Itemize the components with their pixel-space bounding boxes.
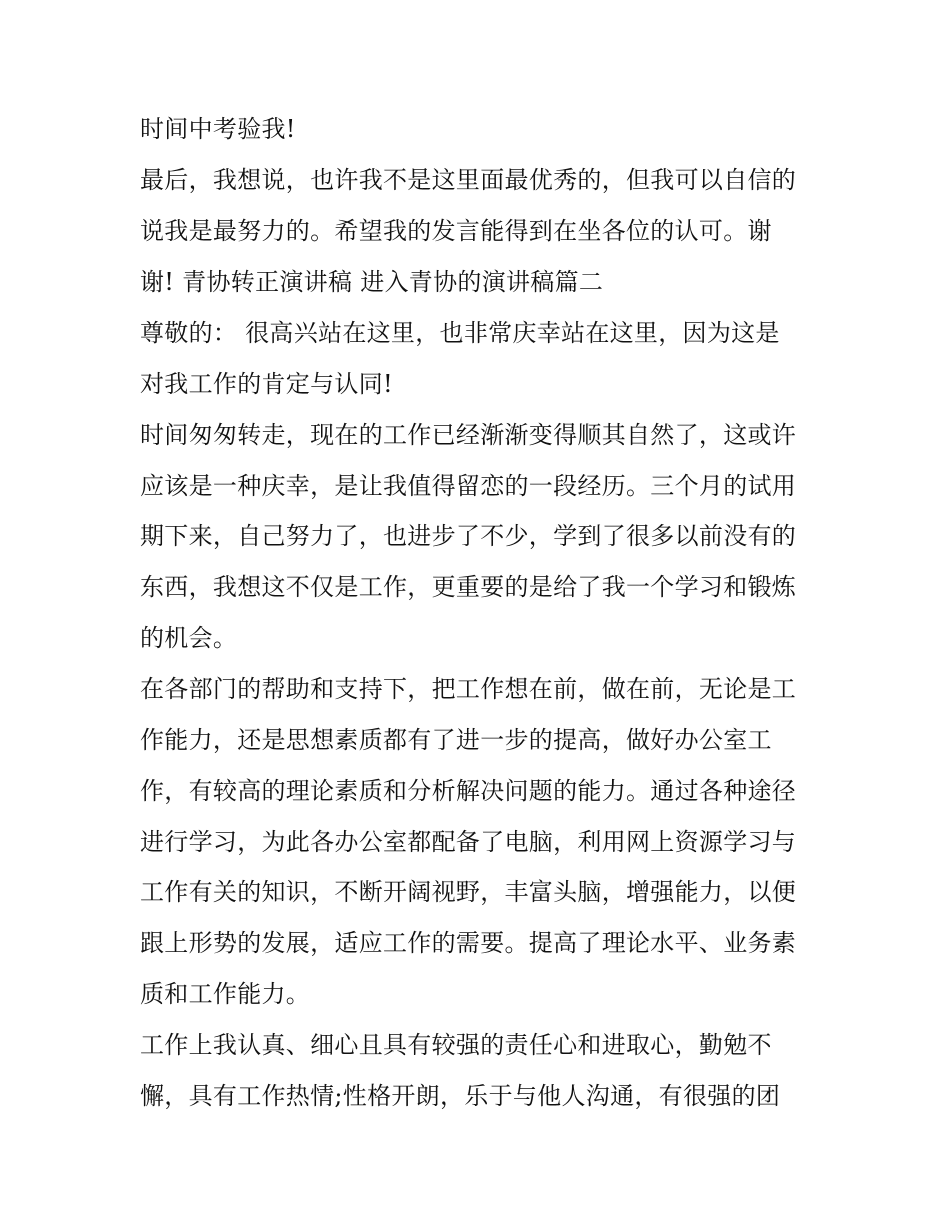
- text-line-7: 时间匆匆转走，现在的工作已经渐渐变得顺其自然了，这或许: [140, 421, 797, 449]
- text-line-11: 的机会。: [140, 624, 238, 652]
- text-line-14: 作，有较高的理论素质和分析解决问题的能力。通过各种途径: [140, 777, 797, 805]
- text-line-20: 懈，具有工作热情;性格开朗，乐于与他人沟通，有很强的团: [140, 1082, 781, 1110]
- text-line-12: 在各部门的帮助和支持下，把工作想在前，做在前，无论是工: [140, 675, 797, 703]
- text-line-13: 作能力，还是思想素质都有了进一步的提高，做好办公室工: [140, 726, 772, 754]
- text-line-4: 谢! 青协转正演讲稿 进入青协的演讲稿篇二: [140, 268, 604, 296]
- text-line-15: 进行学习，为此各办公室都配备了电脑，利用网上资源学习与: [140, 828, 797, 856]
- text-line-8: 应该是一种庆幸，是让我值得留恋的一段经历。三个月的试用: [140, 472, 797, 500]
- text-line-16: 工作有关的知识，不断开阔视野，丰富头脑，增强能力，以便: [140, 878, 797, 906]
- text-line-9: 期下来，自己努力了，也进步了不少，学到了很多以前没有的: [140, 522, 797, 550]
- text-line-19: 工作上我认真、细心且具有较强的责任心和进取心，勤勉不: [140, 1031, 772, 1059]
- text-line-18: 质和工作能力。: [140, 980, 311, 1008]
- text-line-17: 跟上形势的发展，适应工作的需要。提高了理论水平、业务素: [140, 929, 797, 957]
- text-line-5: 尊敬的： 很高兴站在这里，也非常庆幸站在这里，因为这是: [140, 319, 780, 347]
- text-line-2: 最后，我想说，也许我不是这里面最优秀的，但我可以自信的: [140, 166, 797, 194]
- text-line-3: 说我是最努力的。希望我的发言能得到在坐各位的认可。谢: [140, 217, 772, 245]
- text-line-1: 时间中考验我!: [140, 115, 296, 143]
- text-line-10: 东西，我想这不仅是工作，更重要的是给了我一个学习和锻炼: [140, 573, 797, 601]
- text-line-6: 对我工作的肯定与认同!: [140, 370, 393, 398]
